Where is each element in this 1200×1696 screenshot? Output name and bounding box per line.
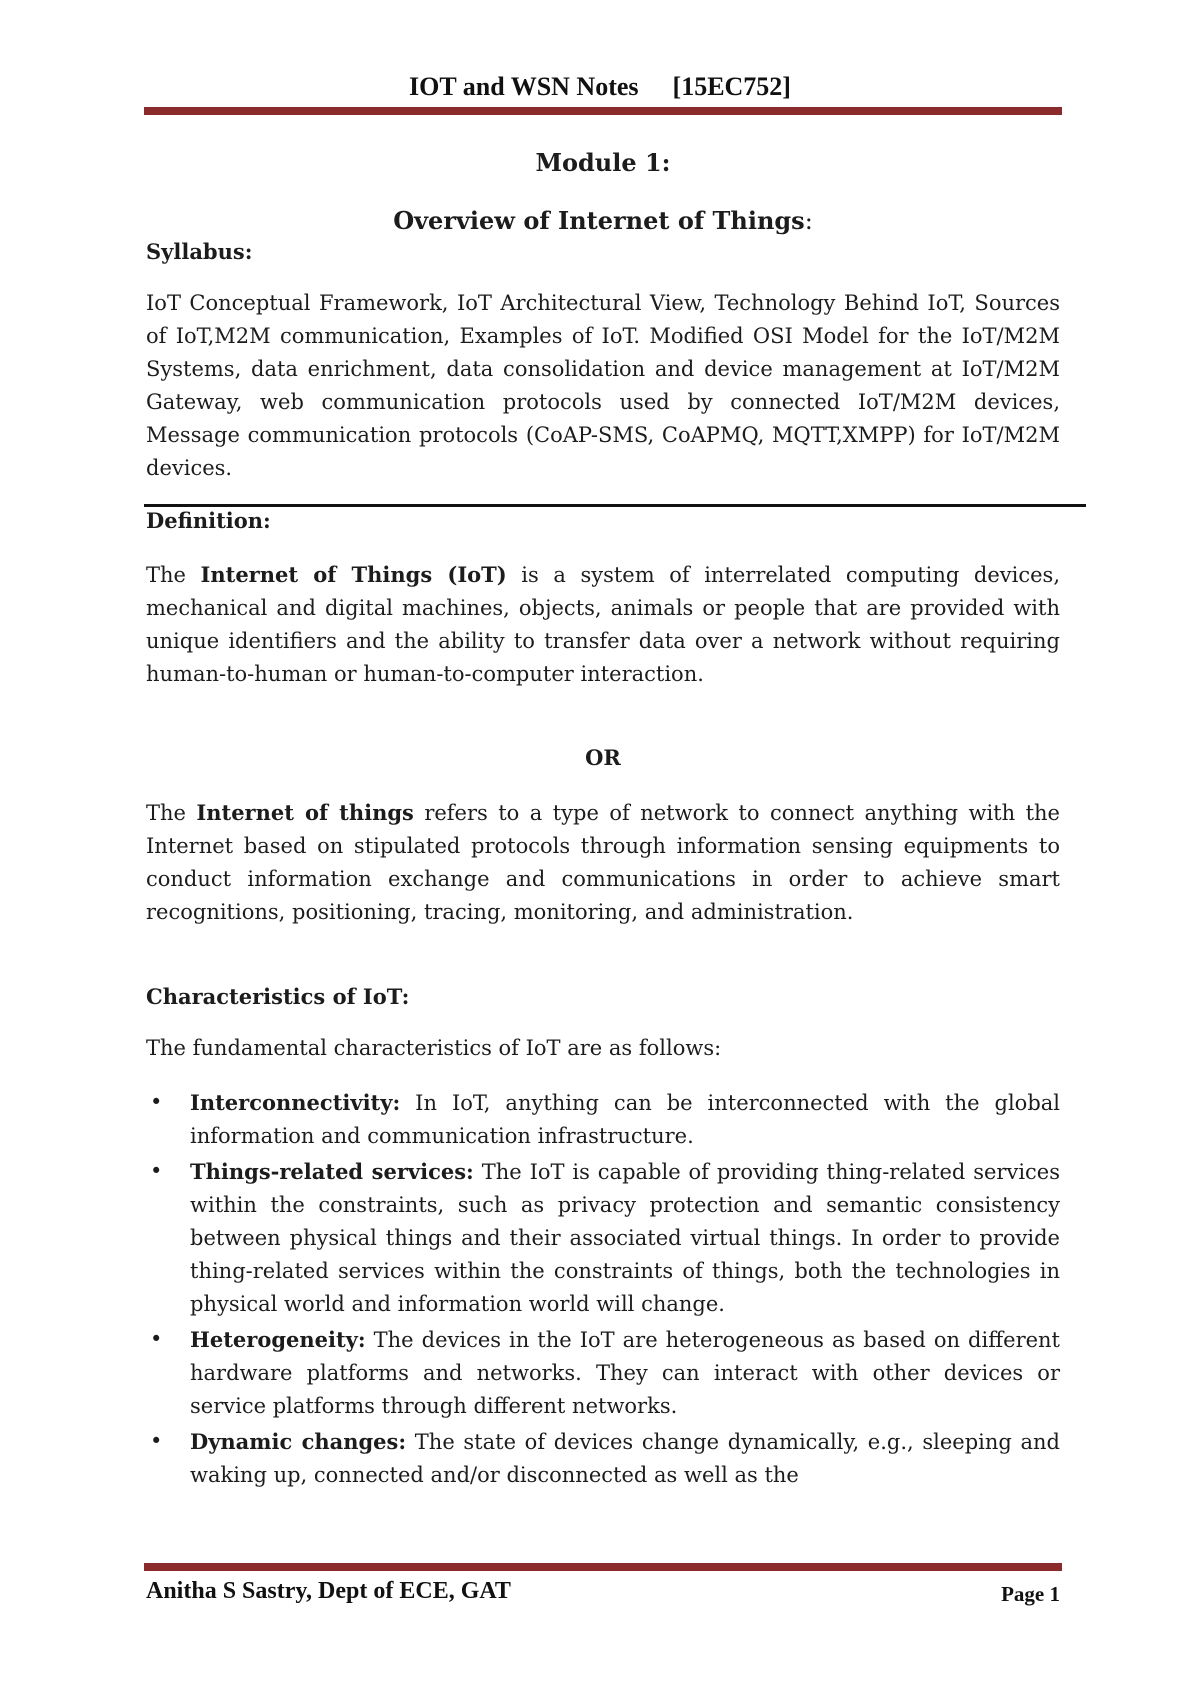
- list-item-text: The devices in the IoT are heterogeneous as based on different hardware platforms and networks. They can interact with other devices or service platforms through different networks.: [190, 1328, 1060, 1418]
- list-item-text: The IoT is capable of providing thing-related services within the constraints, such as privacy protection and semantic consistency between physical things and their associated virtual things. In order to provide thing-related services within the constraints of things, both the technologies in physical world and information world will change.: [190, 1160, 1060, 1316]
- page-header: [0, 72, 1200, 102]
- module-title: [146, 204, 1060, 238]
- header-rule: [144, 107, 1062, 115]
- module-number: Module 1:: [535, 148, 671, 177]
- definition-paragraph-1: [146, 558, 1060, 691]
- definition-p1-term: Internet of Things (IoT): [200, 562, 507, 587]
- characteristics-heading: Characteristics of IoT:: [146, 984, 410, 1009]
- or-separator: OR: [585, 745, 621, 770]
- module-title-suffix: :: [804, 207, 813, 235]
- list-item-term: Heterogeneity:: [190, 1327, 366, 1352]
- syllabus-text: IoT Conceptual Framework, IoT Architectural View, Technology Behind IoT, Sources of IoT,M2M communication, Examples of IoT. Modified OSI Model for the IoT/M2M Systems, data enrichment, data consolidation and device management at IoT/M2M Gateway, web communication protocols used by connected IoT/M2M devices, Message communication protocols (CoAP-SMS, CoAPMQ, MQTT,XMPP) for IoT/M2M devices.: [146, 291, 1060, 480]
- bullet-icon: •: [150, 1327, 163, 1351]
- syllabus-heading: Syllabus:: [146, 239, 253, 264]
- characteristics-list: [146, 1086, 1060, 1494]
- list-item-text: The state of devices change dynamically, e.g., sleeping and waking up, connected and/or disconnected as well as the: [190, 1430, 1060, 1487]
- definition-p1-text: is a system of interrelated computing devices, mechanical and digital machines, objects, animals or people that are provided with unique identifiers and the ability to transfer data over a network without requiring human-to-human or human-to-computer interaction.: [146, 563, 1060, 686]
- list-item-text: In IoT, anything can be interconnected with the global information and communication infrastructure.: [190, 1091, 1060, 1148]
- bullet-icon: •: [150, 1429, 163, 1453]
- header-title: IOT and WSN Notes: [409, 72, 639, 101]
- list-item-term: Dynamic changes:: [190, 1429, 407, 1454]
- definition-heading: Definition:: [146, 508, 271, 533]
- list-item-term: Things-related services:: [190, 1159, 474, 1184]
- footer-author: Anitha S Sastry, Dept of ECE, GAT: [146, 1578, 511, 1604]
- bullet-icon: •: [150, 1159, 163, 1183]
- module-title-text: Overview of Internet of Things: [393, 206, 805, 235]
- definition-p2-prefix: The: [146, 801, 197, 825]
- list-item-term: Interconnectivity:: [190, 1090, 401, 1115]
- list-item: [146, 1155, 1060, 1321]
- bullet-icon: •: [150, 1090, 163, 1114]
- definition-p2-text: refers to a type of network to connect anything with the Internet based on stipulated protocols through information sensing equipments to conduct information exchange and communications in order to achieve smart recognitions, positioning, tracing, monitoring, and administration.: [146, 801, 1060, 924]
- page-number: Page 1: [1001, 1582, 1060, 1606]
- characteristics-intro: The fundamental characteristics of IoT are as follows:: [146, 1036, 722, 1060]
- list-item: [146, 1086, 1060, 1153]
- list-item: [146, 1323, 1060, 1423]
- list-item: [146, 1425, 1060, 1492]
- footer-rule: [144, 1563, 1062, 1571]
- course-code: [15EC752]: [672, 72, 791, 101]
- definition-p2-term: Internet of things: [196, 800, 414, 825]
- definition-p1-prefix: The: [146, 563, 201, 587]
- definition-paragraph-2: [146, 796, 1060, 929]
